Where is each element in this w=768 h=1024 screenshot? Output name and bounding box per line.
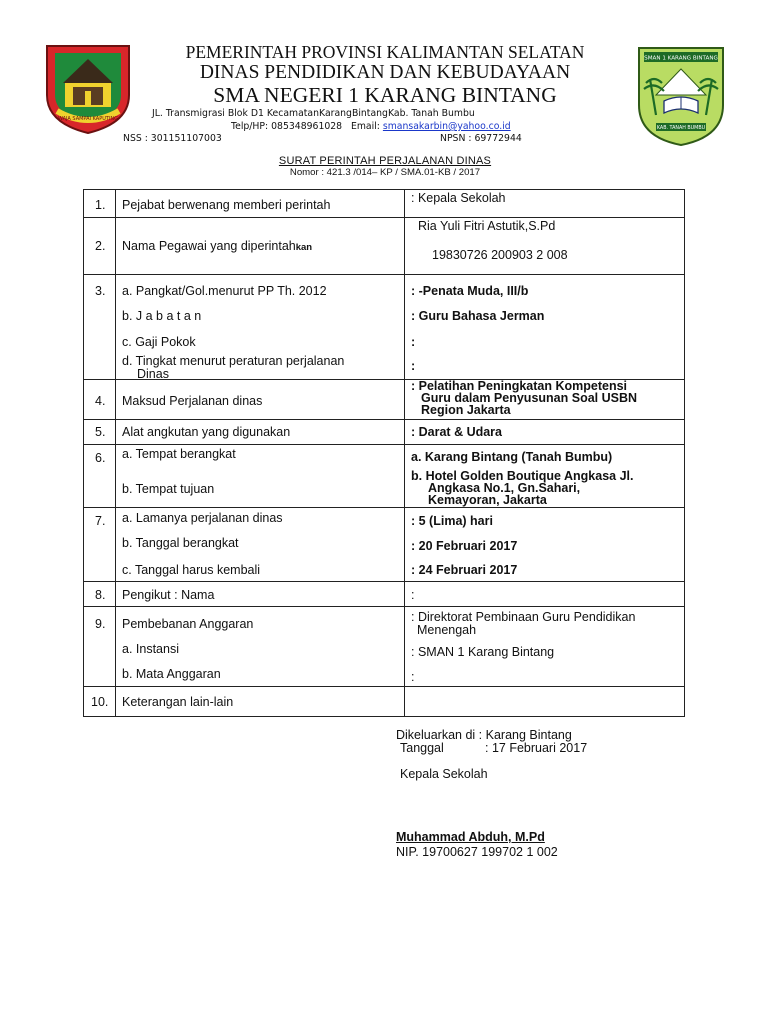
phone-number: Telp/HP: 085348961028: [231, 121, 343, 132]
employee-name: Ria Yuli Fitri Astutik,S.Pd: [418, 219, 556, 233]
school-address: JL. Transmigrasi Blok D1 KecamatanKarangBintangKab. Tanah Bumbu: [152, 108, 475, 119]
row-value-b: :: [411, 670, 415, 684]
row-label-d: d. Tingkat menurut peraturan perjalanan: [122, 354, 345, 368]
row-divider: [84, 419, 684, 420]
row-label: Alat angkutan yang digunakan: [122, 425, 291, 439]
row-divider: [84, 507, 684, 508]
school-name: SMA NEGERI 1 KARANG BINTANG: [213, 83, 557, 107]
document-number: Nomor : 421.3 /014– KP / SMA.01-KB / 2017: [289, 167, 481, 178]
row-value-c: : 24 Februari 2017: [411, 563, 518, 577]
value-column-divider: [404, 190, 405, 716]
row-divider: [84, 606, 684, 607]
government-name: PEMERINTAH PROVINSI KALIMANTAN SELATAN: [185, 42, 585, 62]
row-number: 3.: [95, 284, 106, 298]
row-value-a: : SMAN 1 Karang Bintang: [411, 645, 555, 659]
number-column-divider: [115, 190, 116, 716]
signer-name: Muhammad Abduh, M.Pd: [396, 830, 545, 844]
purpose-line-2: Guru dalam Penyusunan Soal USBN: [421, 391, 638, 405]
row-value: : Kepala Sekolah: [411, 191, 506, 205]
row-number: 4.: [95, 394, 106, 408]
row-divider: [84, 444, 684, 445]
budget-line-2: Menengah: [417, 623, 477, 637]
department-name: DINAS PENDIDIKAN DAN KEBUDAYAAN: [199, 62, 571, 83]
provincial-emblem-logo: [43, 43, 133, 135]
purpose-line-3: Region Jakarta: [421, 403, 511, 417]
row-number: 1.: [95, 198, 106, 212]
row-label: Keterangan lain-lain: [122, 695, 234, 709]
row-number: 2.: [95, 239, 106, 253]
svg-text:WAJA SAMPAI KAPUTING: WAJA SAMPAI KAPUTING: [57, 116, 119, 122]
row-label-suffix: kan: [295, 242, 313, 253]
nss-number: NSS : 301151107003: [123, 133, 222, 144]
row-label-main: Nama Pegawai yang diperintah: [122, 239, 296, 253]
row-divider: [84, 686, 684, 687]
document-title: SURAT PERINTAH PERJALANAN DINAS: [278, 155, 492, 167]
row-divider: [84, 274, 684, 275]
row-value-d: :: [411, 359, 416, 373]
row-label-a: a. Instansi: [122, 642, 179, 656]
contact-line: [231, 121, 511, 132]
destination-line-3: Kemayoran, Jakarta: [428, 493, 547, 507]
row-label: Pembebanan Anggaran: [122, 617, 254, 631]
issue-date-value: : 17 Februari 2017: [485, 741, 588, 755]
row-divider: [84, 581, 684, 582]
issued-at: Dikeluarkan di : Karang Bintang: [396, 728, 572, 742]
row-label: [122, 240, 312, 254]
svg-text:KAB. TANAH BUMBU: KAB. TANAH BUMBU: [656, 126, 706, 131]
travel-order-table: [83, 189, 685, 717]
row-label: Pengikut : Nama: [122, 588, 215, 602]
row-label-b: b. Mata Anggaran: [122, 667, 221, 681]
budget-line-1: : Direktorat Pembinaan Guru Pendidikan: [411, 610, 636, 624]
purpose-line-1: : Pelatihan Peningkatan Kompetensi: [411, 379, 628, 393]
row-value-b: : Guru Bahasa Jerman: [411, 309, 545, 323]
row-value: :: [411, 588, 415, 602]
row-number: 5.: [95, 425, 106, 439]
row-label-b: b. Tempat tujuan: [122, 482, 215, 496]
email-link[interactable]: smansakarbin@yahoo.co.id: [382, 121, 511, 132]
row-label-d-cont: Dinas: [137, 367, 169, 381]
row-label-c: c. Tanggal harus kembali: [122, 563, 261, 577]
row-number: 7.: [95, 514, 106, 528]
row-label-a: a. Lamanya perjalanan dinas: [122, 511, 283, 525]
npsn-number: NPSN : 69772944: [440, 133, 522, 144]
row-number: 8.: [95, 588, 106, 602]
signer-nip: NIP. 19700627 199702 1 002: [396, 845, 558, 859]
svg-text:SMAN 1 KARANG BINTANG: SMAN 1 KARANG BINTANG: [644, 55, 718, 62]
row-value-b: : 20 Februari 2017: [411, 539, 518, 553]
row-value-c: :: [411, 335, 416, 349]
issue-date-label: Tanggal: [400, 741, 444, 755]
row-number: 9.: [95, 617, 106, 631]
row-value-a: : 5 (Lima) hari: [411, 514, 493, 528]
row-number: 6.: [95, 451, 106, 465]
row-divider: [84, 217, 684, 218]
row-value-a: : -Penata Muda, III/b: [411, 284, 529, 298]
school-logo: [636, 45, 726, 147]
row-label-a: a. Pangkat/Gol.menurut PP Th. 2012: [122, 284, 327, 298]
destination-line-1: b. Hotel Golden Boutique Angkasa Jl.: [411, 469, 634, 483]
destination-line-2: Angkasa No.1, Gn.Sahari,: [428, 481, 581, 495]
row-label-a: a. Tempat berangkat: [122, 447, 236, 461]
row-label-b: b. Tanggal berangkat: [122, 536, 239, 550]
row-label: Pejabat berwenang memberi perintah: [122, 198, 331, 212]
row-value-a: a. Karang Bintang (Tanah Bumbu): [411, 450, 613, 464]
row-number: 10.: [91, 695, 109, 709]
row-label-c: c. Gaji Pokok: [122, 335, 196, 349]
row-label: Maksud Perjalanan dinas: [122, 394, 263, 408]
row-label-b: b. J a b a t a n: [122, 309, 202, 323]
email-label: Email:: [350, 121, 380, 132]
row-value: : Darat & Udara: [411, 425, 502, 439]
signer-position: Kepala Sekolah: [400, 767, 488, 781]
employee-nip: 19830726 200903 2 008: [432, 248, 568, 262]
